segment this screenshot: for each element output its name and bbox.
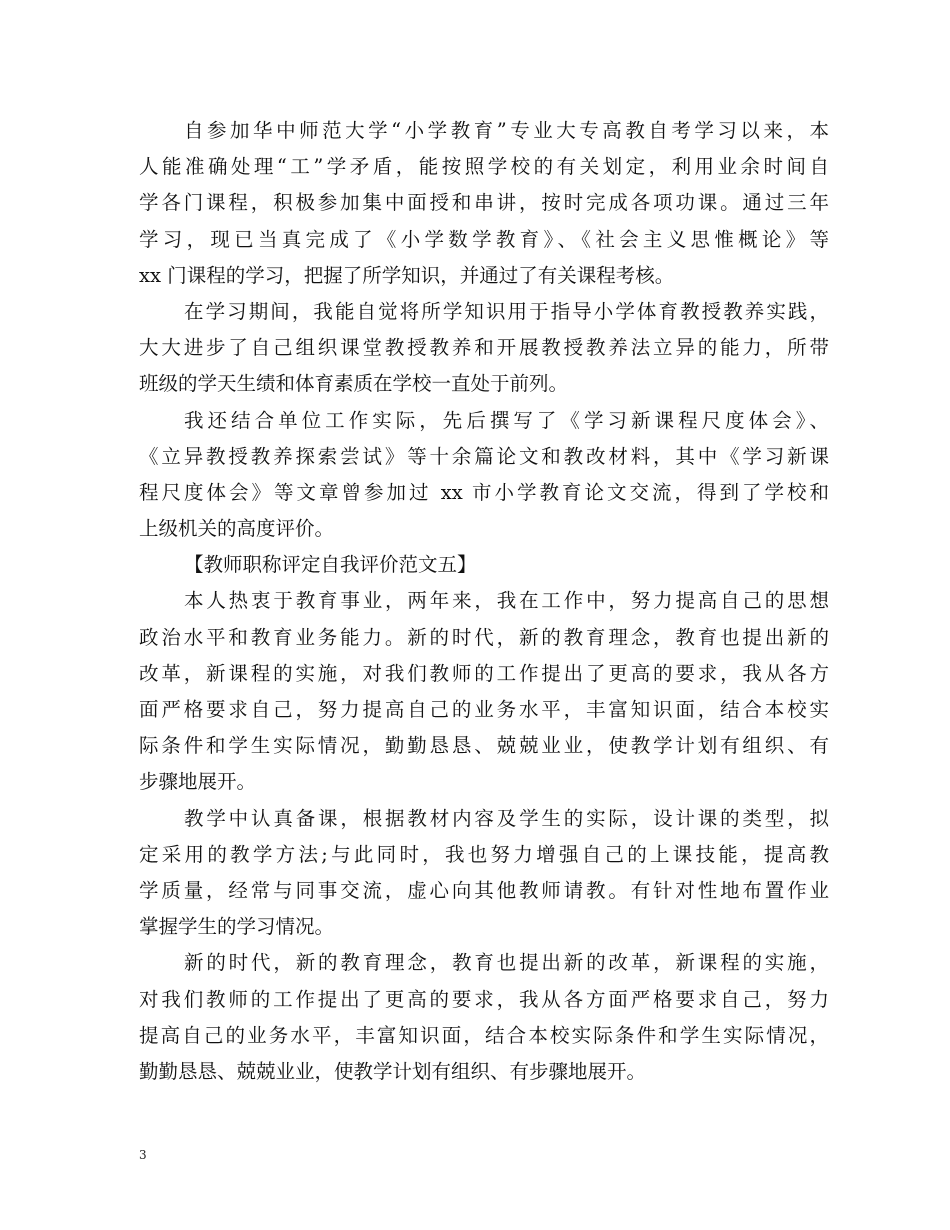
- document-body: [139, 113, 829, 1090]
- text-line: 勤勤恳恳、兢兢业业，使教学计划有组织、有步骤地展开。: [139, 1059, 647, 1083]
- text-line: 提高自己的业务水平，丰富知识面，结合本校实际条件和学生实际情况，: [139, 1023, 829, 1047]
- text-line: 班级的学天生绩和体育素质在学校一直处于前列。: [139, 372, 569, 396]
- text-line: 学质量，经常与同事交流，虚心向其他教师请教。有针对性地布置作业: [139, 878, 829, 902]
- page-number: 3: [139, 1148, 147, 1162]
- paragraph-new-era: [139, 945, 829, 1090]
- text-line: 程尺度体会》等文章曾参加过 xx 市小学教育论文交流，得到了学校和: [139, 480, 829, 504]
- text-line: 政治水平和教育业务能力。新的时代，新的教育理念，教育也提出新的: [139, 625, 829, 649]
- text-line: 定采用的教学方法;与此同时，我也努力增强自己的上课技能，提高教: [139, 842, 829, 866]
- text-line: 上级机关的高度评价。: [139, 517, 335, 541]
- text-line: 我还结合单位工作实际，先后撰写了《学习新课程尺度体会》、: [184, 408, 829, 432]
- text-line: 面严格要求自己，努力提高自己的业务水平，丰富知识面，结合本校实: [139, 698, 829, 721]
- text-line: 学习，现已当真完成了《小学数学教育》、《社会主义思惟概论》等: [139, 227, 829, 251]
- text-line: 大大进步了自己组织课堂教授教养和开展教授教养法立异的能力，所带: [139, 336, 829, 360]
- paragraph-enthusiasm: [139, 583, 829, 800]
- text-line: 改革，新课程的实施，对我们教师的工作提出了更高的要求，我从各方: [139, 661, 829, 685]
- paragraph-lesson-prep: [139, 801, 829, 946]
- text-line: 新的时代，新的教育理念，教育也提出新的改革，新课程的实施，: [184, 951, 829, 975]
- text-line: 步骤地展开。: [139, 770, 257, 794]
- paragraph-self-study: [139, 113, 829, 294]
- text-line: 教学中认真备课，根据教材内容及学生的实际，设计课的类型，拟: [184, 806, 829, 830]
- text-line: 掌握学生的学习情况。: [139, 915, 335, 939]
- text-line: 《立异教授教养探索尝试》等十余篇论文和教改材料，其中《学习新课: [139, 444, 829, 468]
- text-line: 自参加华中师范大学“小学教育”专业大专高教自考学习以来，本: [184, 119, 829, 142]
- paragraph-papers: [139, 403, 829, 548]
- section-heading: [139, 547, 829, 583]
- paragraph-teaching-practice: [139, 294, 829, 403]
- text-line: 【教师职称评定自我评价范文五】: [184, 553, 477, 577]
- text-line: 际条件和学生实际情况，勤勤恳恳、兢兢业业，使教学计划有组织、有: [139, 734, 829, 758]
- text-line: 对我们教师的工作提出了更高的要求，我从各方面严格要求自己，努力: [139, 987, 829, 1011]
- text-line: 在学习期间，我能自觉将所学知识用于指导小学体育教授教养实践，: [184, 299, 829, 323]
- text-line: 本人热衷于教育事业，两年来，我在工作中，努力提高自己的思想: [184, 589, 829, 613]
- text-line: 人能准确处理“工”学矛盾，能按照学校的有关划定，利用业余时间自: [139, 155, 829, 179]
- text-line: xx 门课程的学习，把握了所学知识，并通过了有关课程考核。: [139, 263, 675, 287]
- text-line: 学各门课程，积极参加集中面授和串讲，按时完成各项功课。通过三年: [139, 191, 829, 215]
